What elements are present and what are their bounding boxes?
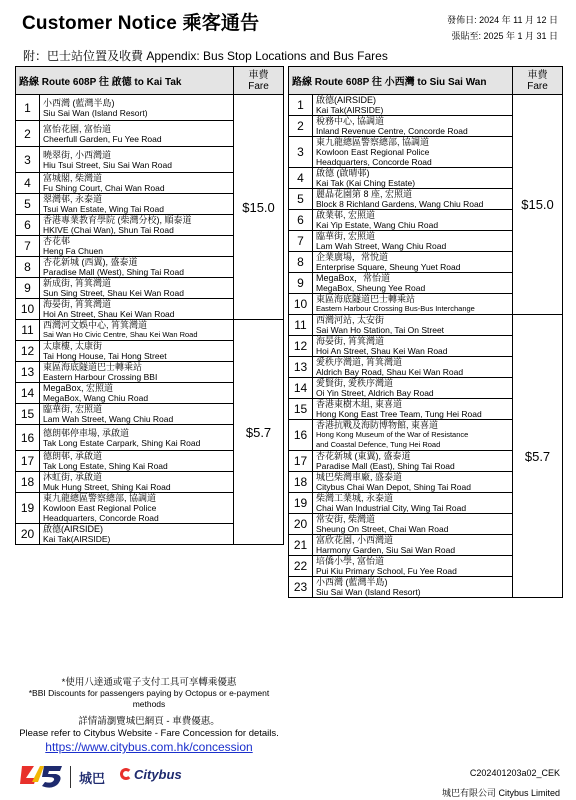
stop-number: 2 <box>16 121 40 147</box>
stop-name-zh: 啟業邨, 宏照道 <box>316 210 376 220</box>
stop-number: 4 <box>16 173 40 194</box>
stop-name <box>313 137 513 168</box>
stop-name-en: Hoi An Street, Shau Kei Wan Road <box>43 309 175 319</box>
stop-name-zh: 稅務中心, 協調道 <box>316 116 385 126</box>
stop-name-en: Eastern Harbour Crossing BBI <box>43 372 158 382</box>
stop-number: 12 <box>16 341 40 362</box>
stop-name-en: Paradise Mall (East), Shing Tai Road <box>316 461 455 471</box>
stop-name-zh: 東九龍總區警察總部, 協調道 <box>316 137 430 147</box>
stop-number: 1 <box>289 95 313 116</box>
post-until-date: 張貼至: 2025 年 1 月 31 日 <box>451 31 558 41</box>
stop-number: 6 <box>16 215 40 236</box>
stop-name-zh: 太康樓, 太康街 <box>43 341 103 351</box>
route-header: 路線 Route 608P 往 啟德 to Kai Tak <box>16 67 234 95</box>
document-code: C202401203a02_CEK <box>469 768 560 778</box>
stop-name <box>40 451 234 472</box>
stop-name <box>40 524 234 545</box>
stop-name-en: Block 8 Richland Gardens, Wang Chiu Road <box>316 199 484 209</box>
stop-number: 3 <box>16 147 40 173</box>
stop-number: 1 <box>16 95 40 121</box>
stop-number: 20 <box>289 514 313 535</box>
stop-name <box>313 252 513 273</box>
stop-name-zh: 沐虹街, 承啟道 <box>43 472 103 482</box>
stop-name-zh: 小西灣 (藍灣半島) <box>316 577 388 587</box>
stop-number: 17 <box>16 451 40 472</box>
stop-name-zh: 香港專業教育學院 (柴灣分校), 順泰道 <box>43 215 192 225</box>
stop-number: 11 <box>289 315 313 336</box>
stop-name-en: Hong Kong Museum of the War of Resistance <box>316 430 469 439</box>
stop-name <box>313 189 513 210</box>
table-row <box>289 315 563 336</box>
stop-name-zh: 啟德(AIRSIDE) <box>316 95 377 105</box>
stop-name-zh: 小西灣 (藍灣半島) <box>43 97 115 108</box>
stop-number: 3 <box>289 137 313 168</box>
stop-name-zh: 新成街, 筲箕灣道 <box>43 278 112 288</box>
stop-number: 12 <box>289 336 313 357</box>
stop-name-zh: 富欣花園, 小西灣道 <box>316 535 394 545</box>
stop-name-zh: 培僑小學, 富怡道 <box>316 556 385 566</box>
stop-number: 23 <box>289 577 313 598</box>
bbi-note-en: *BBI Discounts for passengers paying by Octopus or e-payment methods <box>28 688 270 709</box>
fare-header-zh: 車費 <box>248 69 269 81</box>
stop-name <box>40 121 234 147</box>
stop-name <box>40 236 234 257</box>
stop-name-en: Tak Long Estate, Shing Kai Road <box>43 461 168 471</box>
stop-name-en: Sai Wan Ho Civic Centre, Shau Kei Wan Road <box>43 330 198 339</box>
stop-name-zh: 香港抗戰及海防博物館, 東喜道 <box>316 420 439 430</box>
route-table-body <box>289 67 563 598</box>
stop-name <box>40 341 234 362</box>
stop-number: 14 <box>16 383 40 404</box>
stop-name-en: Citybus Chai Wan Depot, Shing Tai Road <box>316 482 471 492</box>
stop-name-en: Harmony Garden, Siu Sai Wan Road <box>316 545 456 555</box>
stop-name-en: Pui Kiu Primary School, Fu Yee Road <box>316 566 457 576</box>
stop-name <box>313 168 513 189</box>
stop-name-en: Heng Fa Chuen <box>43 246 104 256</box>
stop-name-en: Hoi An Street, Shau Kei Wan Road <box>316 346 448 356</box>
stop-name <box>313 116 513 137</box>
stop-name-en2: and Coastal Defence, Tung Hei Road <box>316 440 441 449</box>
table-row <box>16 320 284 341</box>
stop-number: 20 <box>16 524 40 545</box>
stop-name-zh: 柴灣工業城, 永泰道 <box>316 493 394 503</box>
stop-name-zh: MegaBox，常怡道 <box>316 273 391 283</box>
stop-name-zh: 臨華街, 宏照道 <box>316 231 376 241</box>
stop-name-zh: 麗晶花園第 8 座, 宏照道 <box>316 189 413 199</box>
stop-name-en: Kai Tak(AIRSIDE) <box>43 534 111 544</box>
stop-name-en: Muk Hung Street, Shing Kai Road <box>43 482 171 492</box>
route-table-body <box>16 67 284 545</box>
stop-name-en: Kai Tak (Kai Ching Estate) <box>316 178 416 188</box>
stop-number: 8 <box>16 257 40 278</box>
stop-name-zh: 愛賢街, 愛秩序灣道 <box>316 378 394 388</box>
stop-name-zh: 德朗邨, 承啟道 <box>43 451 103 461</box>
stop-number: 16 <box>16 425 40 451</box>
stop-number: 8 <box>289 252 313 273</box>
stop-number: 16 <box>289 420 313 451</box>
stop-name-en: Sun Sing Street, Shau Kei Wan Road <box>43 288 184 298</box>
fare-header <box>234 67 284 95</box>
notice-title: Customer Notice 乘客通告 <box>22 13 260 34</box>
table-row <box>16 95 284 121</box>
route-table-to-kai-tak <box>15 66 284 545</box>
stop-number: 13 <box>289 357 313 378</box>
stop-name <box>313 493 513 514</box>
stop-number: 18 <box>289 472 313 493</box>
fare-header-en: Fare <box>248 80 269 92</box>
fare-cell-low: $5.7 <box>513 315 563 598</box>
stop-name-zh: 海晏街, 筲箕灣道 <box>316 336 385 346</box>
stop-name <box>313 378 513 399</box>
stop-name <box>40 173 234 194</box>
table-header-row <box>16 67 284 95</box>
stop-name <box>313 210 513 231</box>
stop-name-en: Siu Sai Wan (Island Resort) <box>43 107 148 118</box>
stop-number: 19 <box>16 493 40 524</box>
table-row <box>289 95 563 116</box>
stop-number: 11 <box>16 320 40 341</box>
stop-name <box>313 399 513 420</box>
stop-name-en: Kai Yip Estate, Wang Chiu Road <box>316 220 439 230</box>
stop-name-en: Kowloon East Regional Police <box>43 503 157 513</box>
stop-name-zh: 富城閣, 柴灣道 <box>43 173 103 183</box>
stop-name <box>40 383 234 404</box>
stop-name-en: MegaBox, Sheung Yee Road <box>316 283 426 293</box>
fare-header-en: Fare <box>527 80 548 92</box>
stop-number: 21 <box>289 535 313 556</box>
details-note-en: Please refer to Citybus Website - Fare Concession for details. <box>19 728 279 739</box>
stop-name-en: Enterprise Square, Sheung Yuet Road <box>316 262 461 272</box>
stop-name-en: Fu Shing Court, Chai Wan Road <box>43 183 165 193</box>
stop-name <box>40 320 234 341</box>
concession-link[interactable]: https://www.citybus.com.hk/concession <box>45 740 253 754</box>
stop-name-en: Inland Revenue Centre, Concorde Road <box>316 126 468 136</box>
fare-cell-high: $15.0 <box>234 95 284 320</box>
stop-name-en: Eastern Harbour Crossing Bus-Bus Interchange <box>316 304 475 313</box>
stop-number: 10 <box>16 299 40 320</box>
stop-name <box>313 231 513 252</box>
stop-number: 2 <box>289 116 313 137</box>
company-name: 城巴有限公司 Citybus Limited <box>441 788 560 798</box>
stop-name-zh: 東區海底隧道巴士轉乘站 <box>316 294 416 304</box>
stop-name-zh: 臨華街, 宏照道 <box>43 404 103 414</box>
stop-name-en: Lam Wah Street, Wang Chiu Road <box>43 414 174 424</box>
stop-number: 22 <box>289 556 313 577</box>
stop-name <box>40 278 234 299</box>
appendix-subtitle: 附：巴士站位置及收費 Appendix: Bus Stop Locations and Bus Fares <box>23 49 388 63</box>
stop-name-zh: 曉翠街, 小西灣道 <box>43 149 112 160</box>
stop-name <box>313 420 513 451</box>
stop-name-zh: 香港東樹木組, 東喜道 <box>316 399 403 409</box>
route-header: 路線 Route 608P 往 小西灣 to Siu Sai Wan <box>289 67 513 95</box>
fare-cell-low: $5.7 <box>234 320 284 545</box>
stop-number: 10 <box>289 294 313 315</box>
stop-name-en2: Headquarters, Concorde Road <box>43 513 159 523</box>
stop-name-en: Hong Kong East Tree Team, Tung Hei Road <box>316 409 482 419</box>
stop-number: 6 <box>289 210 313 231</box>
stop-name <box>313 357 513 378</box>
brand-divider <box>70 766 71 788</box>
stop-name <box>313 294 513 315</box>
stop-name-zh: 杏花新城 (西翼), 盛泰道 <box>43 257 138 267</box>
citybus-brand <box>18 762 238 790</box>
stop-name-zh: 杏花邨 <box>43 236 71 246</box>
stop-name <box>40 299 234 320</box>
stop-name-zh: 企業廣場，常悅道 <box>316 252 389 262</box>
stop-name <box>313 95 513 116</box>
stop-number: 4 <box>289 168 313 189</box>
fare-header <box>513 67 563 95</box>
stop-name-en: Paradise Mall (West), Shing Tai Road <box>43 267 184 277</box>
brand-name-zh: 城巴 <box>79 771 106 786</box>
stop-name <box>313 556 513 577</box>
stop-name <box>313 535 513 556</box>
details-note-zh: 詳情請瀏覽城巴網頁 - 車費優惠。 <box>78 716 220 727</box>
stop-name-zh: 富怡花園, 富怡道 <box>43 123 112 134</box>
stop-name <box>313 451 513 472</box>
stop-name-zh: 常安街, 柴灣道 <box>316 514 376 524</box>
issue-date: 發佈日: 2024 年 11 月 12 日 <box>447 15 558 25</box>
stop-name-en: Oi Yin Street, Aldrich Bay Road <box>316 388 434 398</box>
stop-number: 14 <box>289 378 313 399</box>
table-header-row <box>289 67 563 95</box>
stop-name <box>40 362 234 383</box>
stop-name-en: Siu Sai Wan (Island Resort) <box>316 587 421 597</box>
stop-number: 17 <box>289 451 313 472</box>
stop-name <box>40 472 234 493</box>
stop-number: 15 <box>16 404 40 425</box>
stop-name-zh: MegaBox, 宏照道 <box>43 383 114 393</box>
stop-name-en: Tai Hong House, Tai Hong Street <box>43 351 167 361</box>
stop-name-en: Chai Wan Industrial City, Wing Tai Road <box>316 503 467 513</box>
stop-name-zh: 東九龍總區警察總部, 協調道 <box>43 493 157 503</box>
stop-name <box>40 425 234 451</box>
stop-name <box>40 404 234 425</box>
stop-number: 18 <box>16 472 40 493</box>
stop-name <box>313 315 513 336</box>
stop-name <box>40 493 234 524</box>
stop-number: 7 <box>289 231 313 252</box>
stop-number: 13 <box>16 362 40 383</box>
fare-cell-high: $15.0 <box>513 95 563 315</box>
route-table-to-siu-sai-wan <box>288 66 563 598</box>
citybus-c-icon <box>120 768 132 780</box>
stop-name-zh: 城巴柴灣車廠, 盛泰道 <box>316 472 403 482</box>
stop-number: 9 <box>16 278 40 299</box>
stop-name <box>40 257 234 278</box>
bbi-note-zh: *使用八達通或電子支付工具可享轉乘優惠 <box>61 677 237 688</box>
stop-name-en: Sheung On Street, Chai Wan Road <box>316 524 449 534</box>
stop-name <box>40 95 234 121</box>
brand-name-en-text: Citybus <box>134 767 182 782</box>
stop-number: 5 <box>16 194 40 215</box>
stop-name-zh: 翠灣邨, 永泰道 <box>43 194 103 204</box>
stop-name <box>313 273 513 294</box>
stop-number: 9 <box>289 273 313 294</box>
stop-name-en: Kowloon East Regional Police <box>316 147 430 157</box>
stop-name-zh: 杏花新城 (東翼), 盛泰道 <box>316 451 411 461</box>
stop-name-en: HKIVE (Chai Wan), Shun Tai Road <box>43 225 174 235</box>
stop-name <box>313 472 513 493</box>
stop-name <box>40 194 234 215</box>
stop-name <box>313 336 513 357</box>
stop-name <box>313 514 513 535</box>
stop-name-zh: 海晏街, 筲箕灣道 <box>43 299 112 309</box>
stop-name-en: Hiu Tsui Street, Siu Sai Wan Road <box>43 159 172 170</box>
stop-name-en: Tsui Wan Estate, Wing Tai Road <box>43 204 164 214</box>
fare-notes <box>15 677 283 754</box>
stop-number: 5 <box>289 189 313 210</box>
stop-name-zh: 啟德(AIRSIDE) <box>43 524 104 534</box>
brand-name-en <box>120 767 182 782</box>
stop-name-en2: Headquarters, Concorde Road <box>316 157 432 167</box>
stop-name-zh: 愛秩序灣道, 筲箕灣道 <box>316 357 403 367</box>
stop-name-zh: 東區海底隧道巴士轉乘站 <box>43 362 143 372</box>
stop-name <box>40 215 234 236</box>
stop-name-en: MegaBox, Wang Chiu Road <box>43 393 149 403</box>
notice-dates <box>447 12 558 44</box>
stop-name-zh: 啟德 (啟晴邨) <box>316 168 370 178</box>
stop-name-zh: 西灣河站, 太安街 <box>316 315 385 325</box>
stop-name <box>313 577 513 598</box>
stop-name-zh: 西灣河文娛中心, 筲箕灣道 <box>43 320 148 330</box>
stop-name-en: Aldrich Bay Road, Shau Kei Wan Road <box>316 367 464 377</box>
stop-number: 7 <box>16 236 40 257</box>
stop-name-en: Kai Tak(AIRSIDE) <box>316 105 384 115</box>
stop-number: 15 <box>289 399 313 420</box>
stop-name <box>40 147 234 173</box>
stop-name-en: Tak Long Estate Carpark, Shing Kai Road <box>43 437 201 448</box>
45-anniversary-logo-icon <box>18 762 68 790</box>
stop-name-en: Cheerfull Garden, Fu Yee Road <box>43 133 162 144</box>
stop-number: 19 <box>289 493 313 514</box>
stop-name-en: Lam Wah Street, Wang Chiu Road <box>316 241 447 251</box>
fare-header-zh: 車費 <box>527 69 548 81</box>
stop-name-en: Sai Wan Ho Station, Tai On Street <box>316 325 445 335</box>
stop-name-zh: 德朗邨停車場, 承啟道 <box>43 427 130 438</box>
